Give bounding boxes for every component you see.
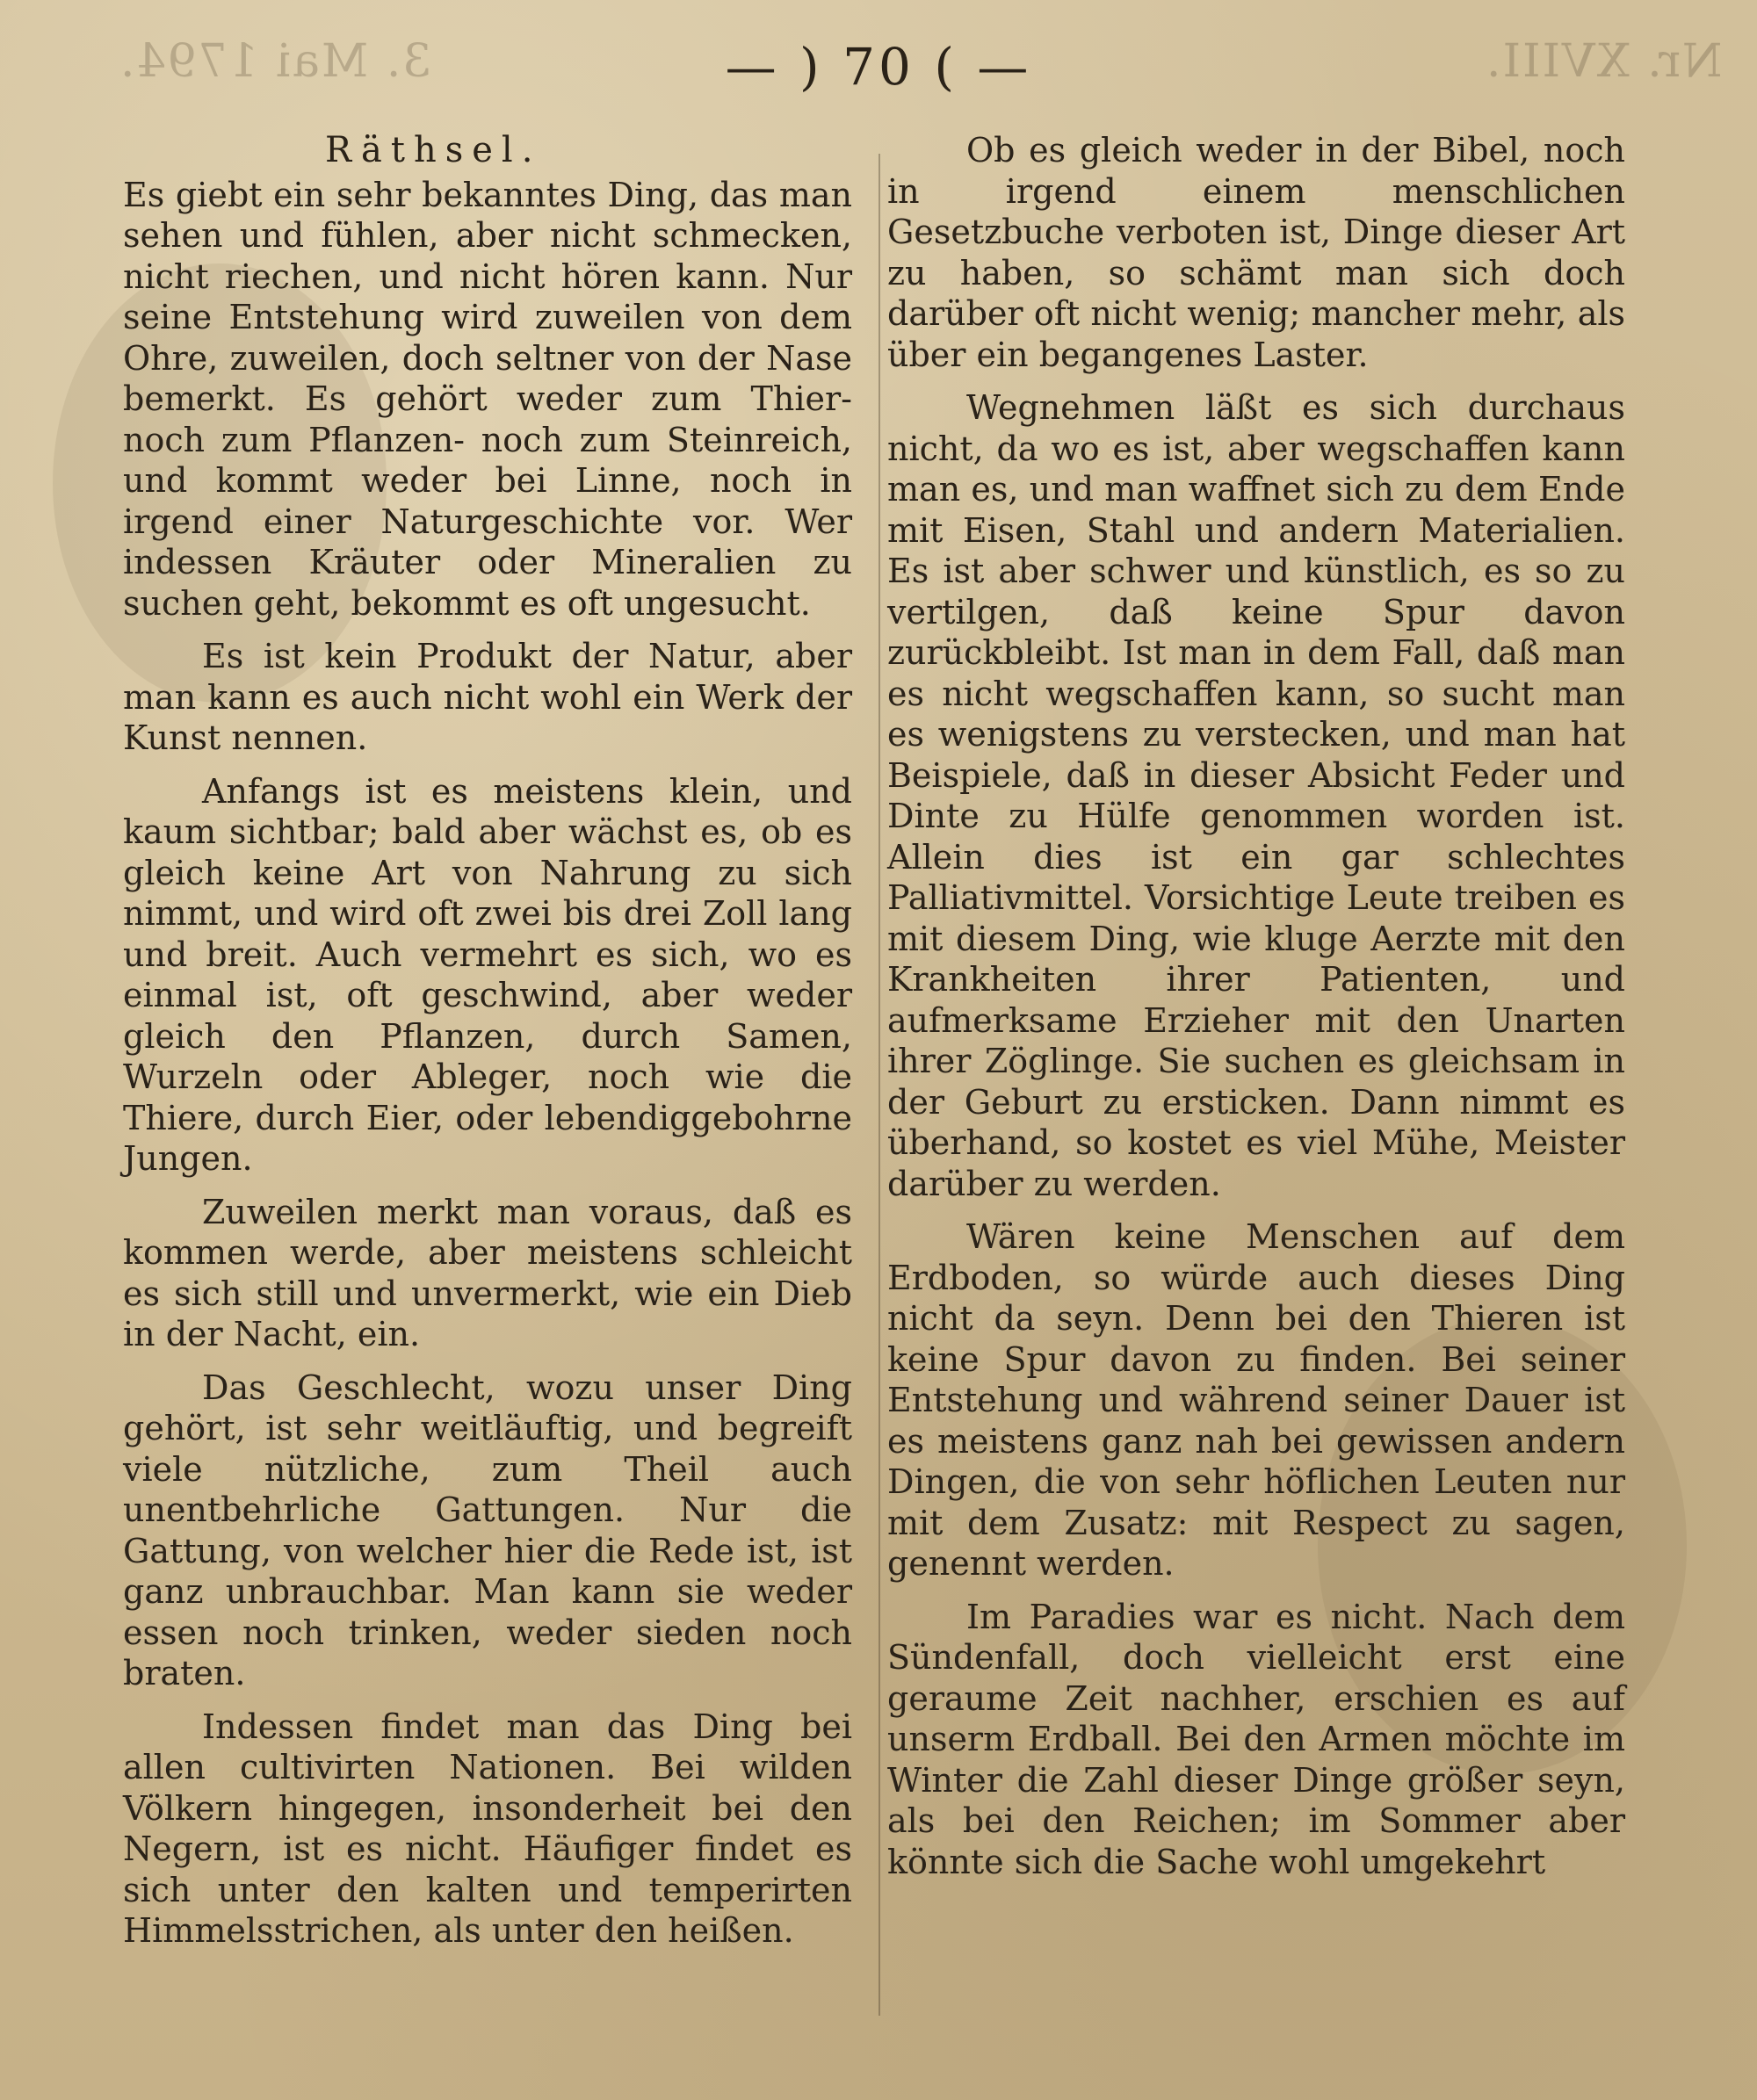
paragraph: Indessen findet man das Ding bei allen cultivirten Nationen. Bei wilden Völkern hingegen, insonderheit bei den Negern, ist es nicht. Häufiger findet es sich unter den kalten und temperirten Himmelsstrichen, als unter den heißen.: [123, 1707, 852, 1950]
paragraph: Wegnehmen läßt es sich durchaus nicht, da wo es ist, aber wegschaffen kann man es, und man waffnet sich zu dem Ende mit Eisen, Stahl und andern Materialien. Es ist aber schwer und künstlich, es so zu vertilgen, daß keine Spur davon zurückbleibt. Ist man in dem Fall, daß man es nicht wegschaffen kann, so sucht man es wenigstens zu verstecken, und man hat Beispiele, daß in dieser Absicht Feder und Dinte zu Hülfe genommen worden ist. Allein dies ist ein gar schlechtes Palliativmittel. Vorsichtige Leute treiben es mit diesem Ding, wie kluge Aerzte mit den Krankheiten ihrer Patienten, und aufmerksame Erzieher mit den Unarten ihrer Zöglinge. Sie suchen es gleichsam in der Geburt zu ersticken. Dann nimmt es überhand, so kostet es viel Mühe, Meister darüber zu werden.: [887, 388, 1625, 1203]
bleed-through-issue: Nr. XVIII.: [1484, 35, 1722, 88]
page-number: — ) 70 ( —: [725, 37, 1032, 97]
paragraph: Das Geschlecht, wozu unser Ding gehört, ist sehr weitläuftig, und begreift viele nützliche, zum Theil auch unentbehrliche Gattungen. Nur die Gattung, von welcher hier die Rede ist, ist ganz unbrauchbar. Man kann sie weder essen noch trinken, weder sieden noch braten.: [123, 1368, 852, 1692]
paragraph: Im Paradies war es nicht. Nach dem Sündenfall, doch vielleicht erst eine geraume Zeit nachher, erschien es auf unserm Erdball. Bei den Armen möchte im Winter die Zahl dieser Dinge größer seyn, als bei den Reichen; im Sommer aber könnte sich die Sache wohl umgekehrt: [887, 1597, 1625, 1881]
bleed-through-date: 3. Mai 1794.: [119, 35, 432, 88]
paragraph: Zuweilen merkt man voraus, daß es kommen werde, aber meistens schleicht es sich still und unvermerkt, wie ein Dieb in der Nacht, ein.: [123, 1192, 852, 1353]
column-divider: [878, 154, 880, 2016]
paragraph: Es ist kein Produkt der Natur, aber man kann es auch nicht wohl ein Werk der Kunst nennen.: [123, 637, 852, 757]
paragraph: Es giebt ein sehr bekanntes Ding, das man sehen und fühlen, aber nicht schmecken, nicht riechen, und nicht hören kann. Nur seine Entstehung wird zuweilen von dem Ohre, zuweilen, doch seltner von der Nase bemerkt. Es gehört weder zum Thier- noch zum Pflanzen- noch zum Steinreich, und kommt weder bei Linne, noch in irgend einer Naturgeschichte vor. Wer indessen Kräuter oder Mineralien zu suchen geht, bekommt es oft ungesucht.: [123, 175, 852, 623]
left-column: [123, 130, 852, 1964]
riddle-title: Räthsel.: [325, 130, 542, 170]
paragraph: Ob es gleich weder in der Bibel, noch in irgend einem menschlichen Gesetzbuche verboten ist, Dinge dieser Art zu haben, so schämt man sich doch darüber oft nicht wenig; mancher mehr, als über ein begangenes Laster.: [887, 131, 1625, 374]
paragraph: Wären keine Menschen auf dem Erdboden, so würde auch dieses Ding nicht da seyn. Denn bei den Thieren ist keine Spur davon zu finden. Bei seiner Entstehung und während seiner Dauer ist es meistens ganz nah bei gewissen andern Dingen, die von sehr höflichen Leuten nur mit dem Zusatz: mit Respect zu sagen, genennt werden.: [887, 1217, 1625, 1583]
right-column: [887, 130, 1625, 1894]
paragraph: Anfangs ist es meistens klein, und kaum sichtbar; bald aber wächst es, ob es gleich keine Art von Nahrung zu sich nimmt, und wird oft zwei bis drei Zoll lang und breit. Auch vermehrt es sich, wo es einmal ist, oft geschwind, aber weder gleich den Pflanzen, durch Samen, Wurzeln oder Ableger, noch wie die Thiere, durch Eier, oder lebendiggebohrne Jungen.: [123, 771, 852, 1178]
